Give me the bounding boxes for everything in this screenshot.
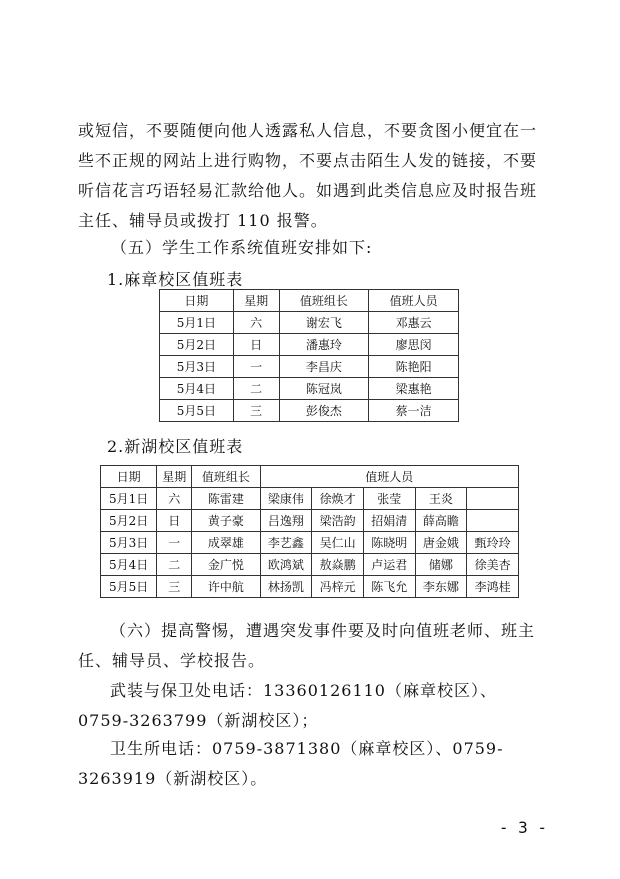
table-cell: 梁康伟 [260,488,312,510]
table-row [101,554,519,576]
table-cell: 日 [233,334,279,356]
table-cell: 金广悦 [192,554,260,576]
section-six-text: （六）提高警惕，遭遇突发事件要及时向值班老师、班主任、辅导员、学校报告。 [78,621,536,670]
table-cell: 三 [233,400,279,422]
table-row [160,334,459,356]
table-cell: 黄子豪 [192,510,260,532]
table-cell: 陈晓明 [363,532,415,554]
section-six-paragraph [78,616,548,676]
table-row [101,576,519,598]
table-cell: 陈雷建 [192,488,260,510]
table-row [160,312,459,334]
table-cell: 徐焕才 [312,488,364,510]
clinic-phone-text: 卫生所电话：0759-3871380（麻章校区）、0759-3263919（新湖校区）。 [78,739,504,788]
table-cell: 张莹 [363,488,415,510]
xinhu-duty-table [100,465,519,598]
security-phone-paragraph [78,676,548,736]
table-cell: 陈冠岚 [279,378,369,400]
table-cell: 5月1日 [160,312,234,334]
table-cell: 招娟清 [363,510,415,532]
table-cell: 三 [157,576,192,598]
table-row [101,488,519,510]
table-cell: 李鸿桂 [467,576,519,598]
table-cell: 二 [233,378,279,400]
table-cell: 李艺鑫 [260,532,312,554]
table-header-row [101,466,519,488]
header-cell: 值班组长 [192,466,260,488]
xinhu-table-title: 2.新湖校区值班表 [107,437,244,456]
table-cell: 唐金娥 [415,532,467,554]
table-row [101,510,519,532]
header-cell: 值班组长 [279,290,369,312]
table-cell: 甄玲玲 [467,532,519,554]
table-cell [467,510,519,532]
table-cell: 一 [157,532,192,554]
table-cell: 敖焱鹏 [312,554,364,576]
header-cell: 日期 [101,466,157,488]
table-cell: 卢运君 [363,554,415,576]
page-number: - 3 - [498,818,547,837]
table-cell: 冯梓元 [312,576,364,598]
table-cell: 王炎 [415,488,467,510]
table-cell: 日 [157,510,192,532]
table-cell: 吴仁山 [312,532,364,554]
table-cell: 廖思闵 [369,334,459,356]
header-cell: 值班人员 [369,290,459,312]
table-cell: 储娜 [415,554,467,576]
table-cell: 一 [233,356,279,378]
table-cell: 陈飞允 [363,576,415,598]
header-cell: 值班人员 [260,466,518,488]
security-phone-text: 武装与保卫处电话：13360126110（麻章校区）、0759-3263799（新湖校区）； [78,681,497,730]
section-five-heading: （五）学生工作系统值班安排如下: [111,238,373,257]
mazhang-duty-table [159,289,459,422]
table-cell: 陈艳阳 [369,356,459,378]
table-cell: 5月5日 [160,400,234,422]
table-row [160,378,459,400]
table-cell: 二 [157,554,192,576]
table-cell: 徐美杏 [467,554,519,576]
table-cell: 梁惠艳 [369,378,459,400]
mazhang-table-title: 1.麻章校区值班表 [107,270,244,289]
table-cell: 谢宏飞 [279,312,369,334]
table-cell: 彭俊杰 [279,400,369,422]
table-cell: 吕逸翔 [260,510,312,532]
table-cell: 5月3日 [160,356,234,378]
table-row [160,356,459,378]
table-cell: 5月2日 [101,510,157,532]
table-cell: 梁浩韵 [312,510,364,532]
table-cell: 邓惠云 [369,312,459,334]
intro-paragraph: 或短信，不要随便向他人透露私人信息，不要贪图小便宜在一些不正规的网站上进行购物，不要点击陌生人发的链接，不要听信花言巧语轻易汇款给他人。如遇到此类信息应及时报告班主任、辅导员或拨打 110 报警。 [78,121,538,230]
table-cell: 潘惠玲 [279,334,369,356]
table-cell [467,488,519,510]
table-cell: 李昌庆 [279,356,369,378]
table-cell: 成翠雄 [192,532,260,554]
table-header-row [160,290,459,312]
header-cell: 星期 [157,466,192,488]
header-cell: 星期 [233,290,279,312]
table-cell: 5月3日 [101,532,157,554]
table-cell: 六 [157,488,192,510]
header-cell: 日期 [160,290,234,312]
table-cell: 5月1日 [101,488,157,510]
table-cell: 薛高瞻 [415,510,467,532]
clinic-phone-paragraph [78,734,548,794]
table-cell: 六 [233,312,279,334]
table-cell: 林扬凯 [260,576,312,598]
table-row [160,400,459,422]
table-cell: 李东娜 [415,576,467,598]
table-cell: 5月5日 [101,576,157,598]
table-row [101,532,519,554]
table-cell: 5月4日 [101,554,157,576]
table-cell: 许中航 [192,576,260,598]
table-cell: 5月2日 [160,334,234,356]
table-cell: 欧鸿斌 [260,554,312,576]
table-cell: 蔡一洁 [369,400,459,422]
table-cell: 5月4日 [160,378,234,400]
